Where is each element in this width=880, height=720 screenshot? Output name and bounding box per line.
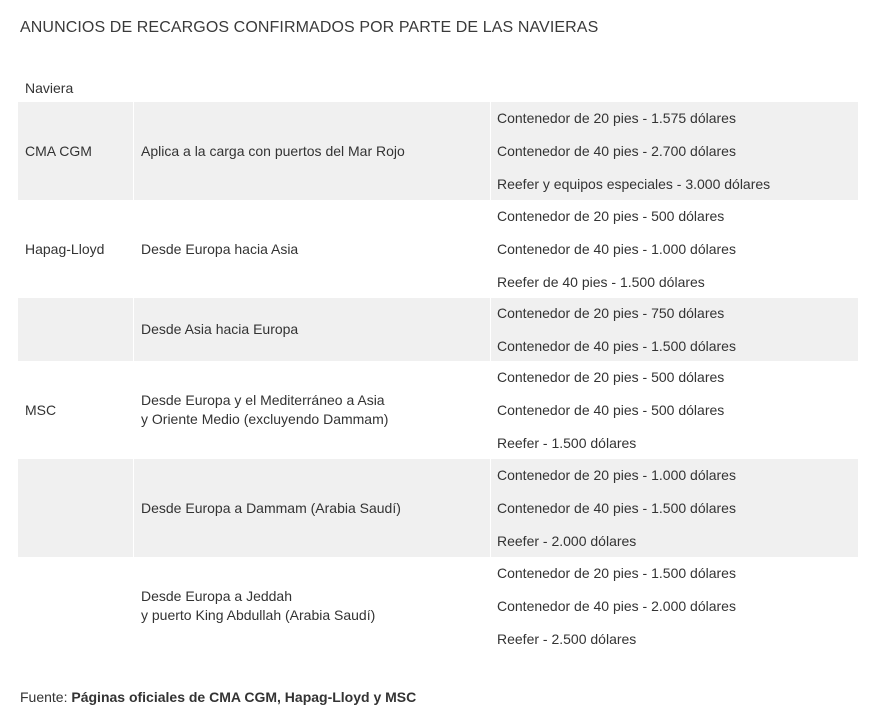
header-naviera: Naviera bbox=[25, 80, 74, 96]
route-cell bbox=[134, 557, 491, 655]
table-row bbox=[18, 361, 858, 459]
rate-item: Contenedor de 40 pies - 2.700 dólares bbox=[497, 143, 736, 159]
route-line: Desde Europa y el Mediterráneo a Asia bbox=[141, 392, 385, 408]
rate-item: Reefer - 1.500 dólares bbox=[497, 435, 637, 451]
carrier-cell: MSC bbox=[18, 361, 134, 459]
carrier-cell bbox=[18, 557, 134, 655]
rate-item: Contenedor de 20 pies - 500 dólares bbox=[497, 369, 725, 385]
table-row bbox=[18, 200, 858, 298]
source-footer bbox=[20, 689, 416, 705]
rate-item: Contenedor de 20 pies - 1.500 dólares bbox=[497, 565, 736, 581]
source-text: Páginas oficiales de CMA CGM, Hapag-Lloyd y MSC bbox=[71, 689, 417, 705]
carrier-cell bbox=[18, 298, 134, 361]
rate-item: Reefer - 2.000 dólares bbox=[497, 533, 637, 549]
rates-cell bbox=[491, 200, 858, 298]
carrier-cell: CMA CGM bbox=[18, 102, 134, 200]
route-line: y Oriente Medio (excluyendo Dammam) bbox=[141, 411, 389, 427]
rate-item: Contenedor de 20 pies - 1.575 dólares bbox=[497, 110, 736, 126]
rate-item: Contenedor de 40 pies - 1.000 dólares bbox=[497, 241, 736, 257]
route-line: y puerto King Abdullah (Arabia Saudí) bbox=[141, 607, 376, 623]
rates-cell bbox=[491, 298, 858, 361]
surcharges-table bbox=[18, 74, 858, 655]
page-title: ANUNCIOS DE RECARGOS CONFIRMADOS POR PARTE DE LAS NAVIERAS bbox=[20, 19, 599, 36]
table-row bbox=[18, 102, 858, 200]
rate-item: Contenedor de 40 pies - 1.500 dólares bbox=[497, 500, 736, 516]
rate-item: Contenedor de 40 pies - 2.000 dólares bbox=[497, 598, 736, 614]
source-label: Fuente: bbox=[20, 689, 72, 705]
route-cell: Desde Europa hacia Asia bbox=[134, 200, 491, 298]
rates-cell bbox=[491, 361, 858, 459]
rate-item: Reefer y equipos especiales - 3.000 dólares bbox=[497, 176, 771, 192]
rates-cell bbox=[491, 459, 858, 557]
table-row bbox=[18, 298, 858, 361]
rate-item: Contenedor de 20 pies - 1.000 dólares bbox=[497, 467, 736, 483]
table-header-row bbox=[18, 74, 858, 102]
route-cell bbox=[134, 361, 491, 459]
rate-item: Reefer de 40 pies - 1.500 dólares bbox=[497, 274, 705, 290]
rate-item: Contenedor de 40 pies - 500 dólares bbox=[497, 402, 725, 418]
rate-item: Contenedor de 20 pies - 500 dólares bbox=[497, 208, 725, 224]
carrier-cell bbox=[18, 459, 134, 557]
table-row bbox=[18, 459, 858, 557]
rates-cell bbox=[491, 102, 858, 200]
rates-cell bbox=[491, 557, 858, 655]
route-cell: Desde Europa a Dammam (Arabia Saudí) bbox=[134, 459, 491, 557]
route-cell: Desde Asia hacia Europa bbox=[134, 298, 491, 361]
table-row bbox=[18, 557, 858, 655]
carrier-cell: Hapag-Lloyd bbox=[18, 200, 134, 298]
rate-item: Contenedor de 20 pies - 750 dólares bbox=[497, 305, 725, 321]
route-cell: Aplica a la carga con puertos del Mar Rojo bbox=[134, 102, 491, 200]
rate-item: Reefer - 2.500 dólares bbox=[497, 631, 637, 647]
route-line: Desde Europa a Jeddah bbox=[141, 588, 292, 604]
rate-item: Contenedor de 40 pies - 1.500 dólares bbox=[497, 338, 736, 354]
